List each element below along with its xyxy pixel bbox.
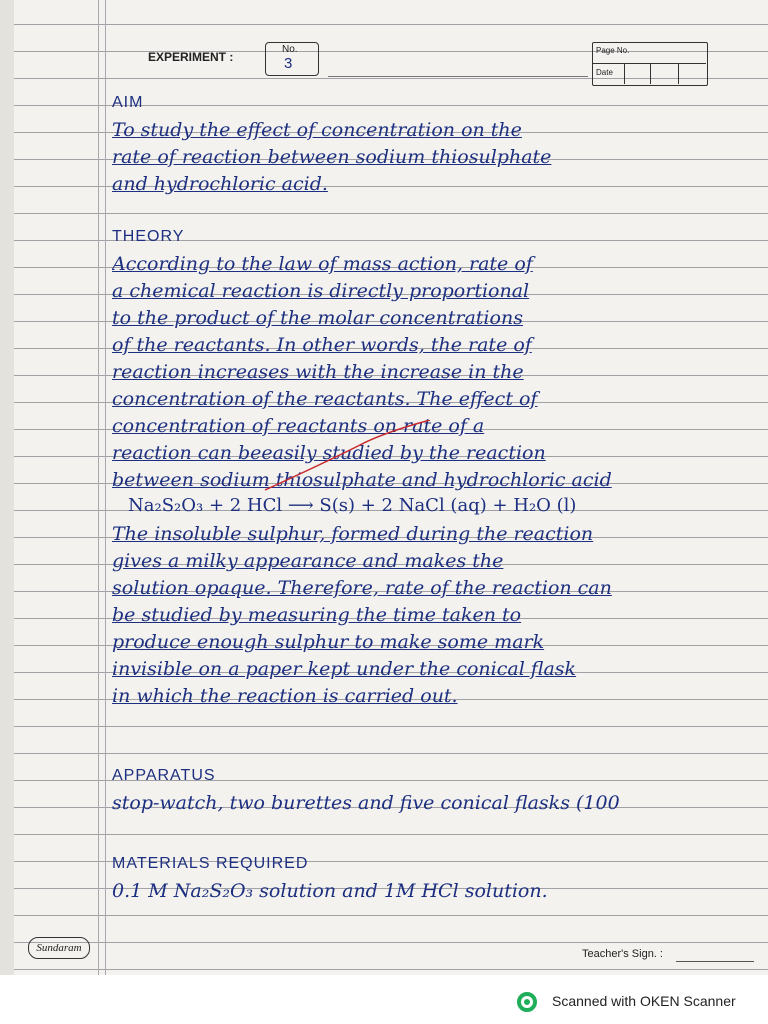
- materials-line: 0.1 M Na₂S₂O₃ solution and 1M HCl solution.: [112, 880, 548, 902]
- page-binding-edge: [0, 0, 14, 975]
- theory-line: reaction can beeasily studied by the reaction: [112, 442, 546, 464]
- ruled-line: [14, 915, 768, 916]
- materials-heading: MATERIALS REQUIRED: [112, 855, 309, 872]
- experiment-label: EXPERIMENT :: [148, 50, 234, 64]
- aim-line: rate of reaction between sodium thiosulphate: [112, 146, 552, 168]
- page-date-divider: [592, 63, 706, 64]
- theory-line: in which the reaction is carried out.: [112, 685, 458, 707]
- theory-line: concentration of reactants on rate of a: [112, 415, 485, 437]
- page-no-label: Page No.: [596, 46, 630, 55]
- teacher-sign-label: Teacher's Sign. :: [582, 948, 663, 960]
- ruled-line: [14, 24, 768, 25]
- experiment-number-label: No.: [282, 44, 298, 55]
- scanner-watermark-text: Scanned with OKEN Scanner: [552, 993, 736, 1009]
- aim-line: and hydrochloric acid.: [112, 173, 328, 195]
- ruled-line: [14, 969, 768, 970]
- scanner-logo-icon: [516, 991, 538, 1013]
- theory-line: invisible on a paper kept under the conical flask: [112, 658, 577, 680]
- date-cell-divider-2: [650, 63, 651, 84]
- theory-line: According to the law of mass action, rate of: [112, 253, 533, 275]
- theory-line: solution opaque. Therefore, rate of the reaction can: [112, 577, 612, 599]
- title-underline: [328, 76, 588, 77]
- apparatus-heading: APPARATUS: [112, 767, 216, 784]
- apparatus-line: stop-watch, two burettes and five conical flasks (100: [112, 792, 620, 814]
- date-cell-divider-3: [678, 63, 679, 84]
- theory-line: to the product of the molar concentrations: [112, 307, 523, 329]
- ruled-line: [14, 942, 768, 943]
- ruled-line: [14, 213, 768, 214]
- theory-line: a chemical reaction is directly proportional: [112, 280, 530, 302]
- theory-line: of the reactants. In other words, the rate of: [112, 334, 532, 356]
- theory-line: between sodium thiosulphate and hydrochloric acid: [112, 469, 612, 491]
- brand-logo: Sundaram: [28, 937, 90, 959]
- ruled-line: [14, 753, 768, 754]
- reaction-equation: Na₂S₂O₃ + 2 HCl ⟶ S(s) + 2 NaCl (aq) + H₂O (l): [128, 495, 577, 516]
- theory-line: gives a milky appearance and makes the: [112, 550, 504, 572]
- aim-line: To study the effect of concentration on the: [112, 119, 522, 141]
- scanner-footer: [0, 975, 768, 1024]
- experiment-number-value: 3: [284, 55, 293, 72]
- teacher-sign-line: [676, 961, 754, 962]
- margin-line-left: [98, 0, 99, 975]
- theory-line: The insoluble sulphur, formed during the reaction: [112, 523, 594, 545]
- red-correction-mark: [260, 420, 440, 500]
- ruled-line: [14, 726, 768, 727]
- date-cell-divider-1: [624, 63, 625, 84]
- margin-line-right: [105, 0, 106, 975]
- theory-heading: THEORY: [112, 228, 185, 245]
- aim-heading: AIM: [112, 94, 144, 111]
- theory-line: produce enough sulphur to make some mark: [112, 631, 545, 653]
- date-label: Date: [596, 68, 613, 77]
- theory-line: concentration of the reactants. The effect of: [112, 388, 538, 410]
- theory-line: reaction increases with the increase in the: [112, 361, 524, 383]
- ruled-line: [14, 834, 768, 835]
- theory-line: be studied by measuring the time taken to: [112, 604, 522, 626]
